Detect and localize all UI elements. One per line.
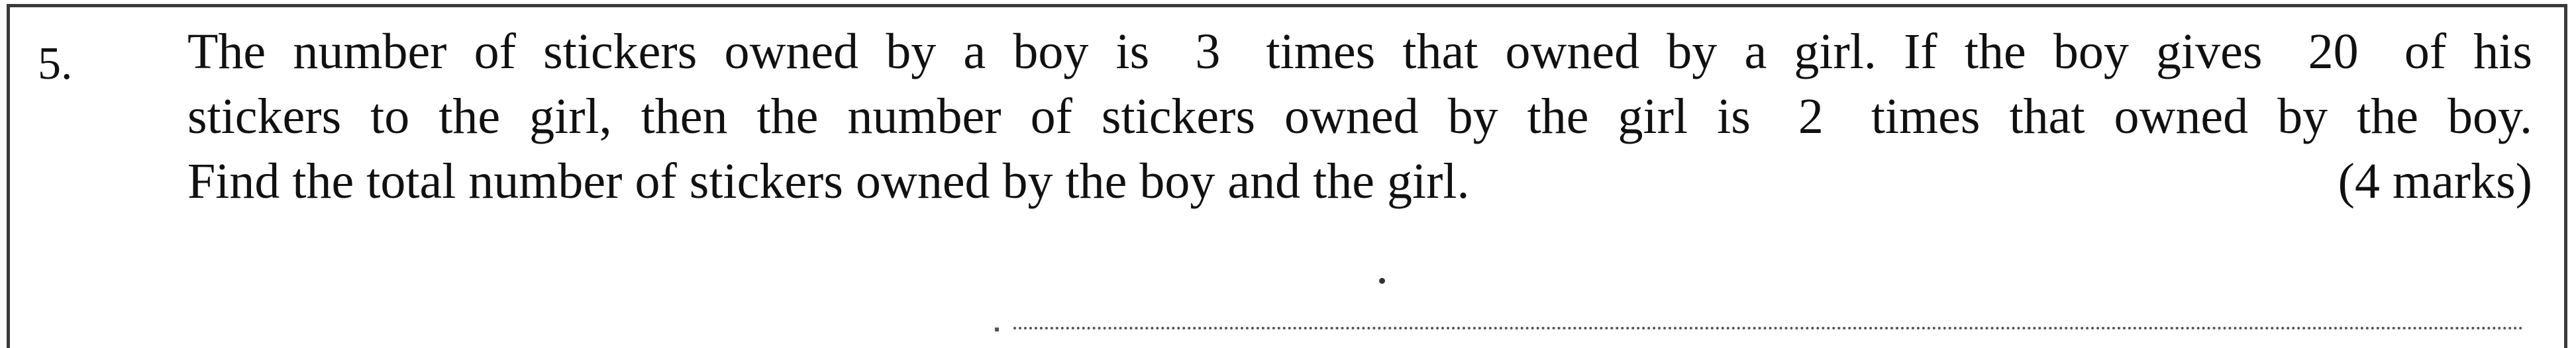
question-instruction: Find the total number of stickers owned by the boy and the girl. (187, 153, 1470, 209)
line1-text-c: of his (2404, 24, 2532, 79)
stray-dot-mark (1379, 278, 1385, 284)
line1-text-b: times that owned by a girl. If the boy gives (1266, 24, 2263, 79)
marks-label: (4 marks) (2338, 153, 2532, 209)
girl-multiplier-value: 2 (1798, 89, 1824, 144)
stickers-given-value: 20 (2308, 24, 2359, 79)
line2-text-b: times that owned by the boy. (1871, 89, 2533, 144)
boy-multiplier-value: 3 (1195, 24, 1221, 79)
answer-writing-line (1013, 327, 2524, 329)
question-line-3 (187, 149, 2532, 214)
question-box (7, 4, 2567, 348)
question-number: 5. (38, 38, 73, 89)
line2-text-a: stickers to the girl, then the number of stickers owned by the girl is (187, 89, 1751, 144)
question-text (187, 19, 2532, 214)
line1-text-a: The number of stickers owned by a boy is (187, 24, 1150, 79)
answer-line-start-mark (995, 327, 999, 331)
question-line-1 (187, 19, 2532, 84)
question-line-2 (187, 84, 2532, 149)
